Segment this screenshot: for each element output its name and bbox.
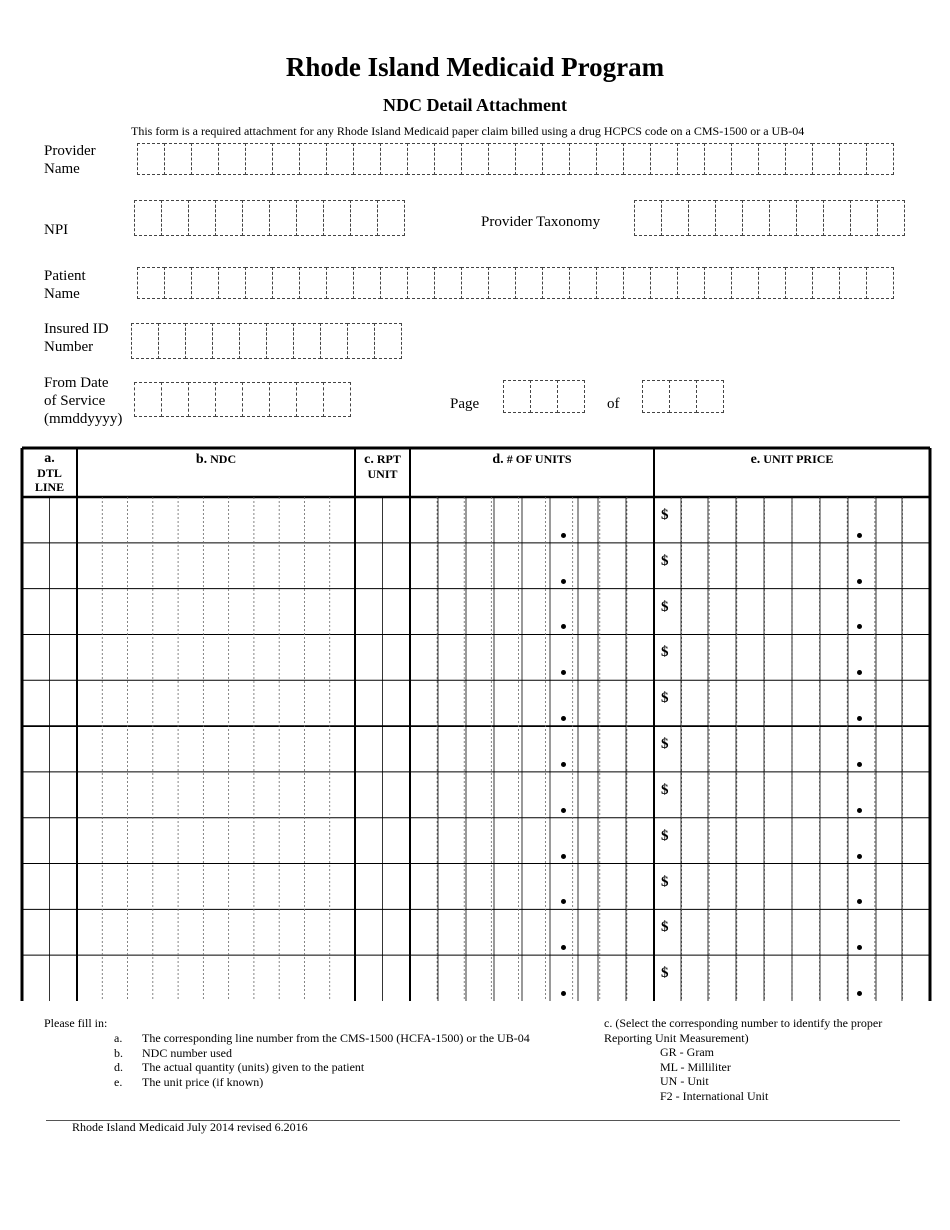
rpt-unit-list [660,1045,768,1103]
decimal-point [857,991,862,996]
decimal-point [857,533,862,538]
currency-symbol: $ [661,827,669,844]
currency-symbol: $ [661,644,669,661]
currency-symbol: $ [661,507,669,523]
decimal-point [561,579,566,584]
from-date-label: From Date of Service (mmddyyyy) [44,375,123,427]
decimal-point [857,579,862,584]
currency-symbol: $ [661,736,669,753]
col-d-header: d. # OF UNITS [492,452,572,467]
col-a-header: a. DTL LINE [34,451,65,494]
instructions-list [114,1031,530,1089]
instructions-heading: Please fill in: [44,1016,108,1030]
unit-option: UN - Unit [660,1074,709,1088]
decimal-point [857,762,862,767]
provider-name-label: Provider Name [44,143,96,177]
currency-symbol: $ [661,690,669,707]
insured-id-label: Insured ID Number [44,321,109,355]
col-b-header: b. NDC [195,452,237,467]
col-e-header: e. UNIT PRICE [750,452,834,467]
footer-revision: Rhode Island Medicaid July 2014 revised 6.2016 [72,1120,308,1134]
decimal-point [857,808,862,813]
page-label: Page [450,396,480,412]
currency-symbol: $ [661,552,669,569]
decimal-point [561,854,566,859]
decimal-point [857,854,862,859]
decimal-point [561,533,566,538]
npi-label: NPI [44,222,69,238]
decimal-point [561,762,566,767]
instruction-item: b. NDC number used [114,1045,232,1060]
intro-text: This form is a required attachment for any Rhode Island Medicaid paper claim billed using a drug HCPCS code on a CMS-1500 or a UB-04 [131,124,805,138]
decimal-point [561,991,566,996]
unit-option: ML - Milliliter [660,1059,731,1074]
instruction-item: e. The unit price (if known) [114,1074,264,1089]
unit-option: F2 - International Unit [660,1088,769,1103]
instruction-item: d. The actual quantity (units) given to the patient [114,1060,365,1074]
currency-symbol: $ [661,919,669,936]
page-title: Rhode Island Medicaid Program [285,52,665,82]
col-c-header: c. RPT UNIT [364,452,401,481]
decimal-point [561,808,566,813]
patient-name-label: Patient Name [44,268,86,302]
currency-symbol: $ [661,781,669,798]
instruction-item: a. The corresponding line number from the CMS-1500 (HCFA-1500) or the UB-04 [114,1031,530,1045]
currency-symbol: $ [661,873,669,890]
of-label: of [607,396,620,412]
rpt-unit-note: c. (Select the corresponding number to identify the proper Reporting Unit Measurement) [604,1016,883,1045]
page-subtitle: NDC Detail Attachment [383,95,567,115]
unit-option: GR - Gram [660,1045,714,1059]
currency-symbol: $ [661,598,669,615]
currency-symbol: $ [661,965,669,982]
provider-taxonomy-label: Provider Taxonomy [481,214,601,230]
